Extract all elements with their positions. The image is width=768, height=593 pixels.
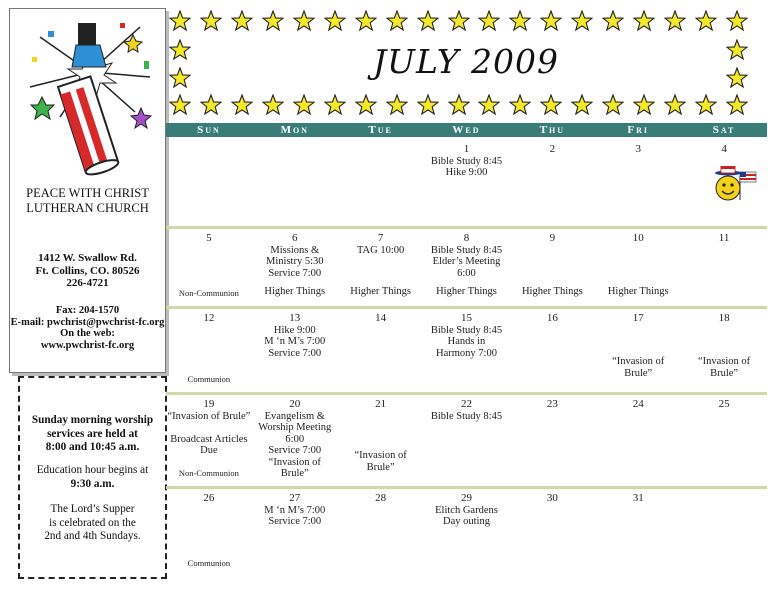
- week-divider: [166, 392, 767, 395]
- star-icon: [200, 10, 222, 32]
- day-number: 15: [460, 312, 472, 324]
- calendar-day-cell: [509, 399, 595, 411]
- email-address: E-mail: pwchrist@pwchrist-fc.org: [10, 316, 165, 328]
- star-icon: [509, 10, 531, 32]
- event-line: TAG 10:00: [356, 244, 405, 256]
- weekday-label: SUN: [197, 124, 221, 136]
- star-icon: [602, 10, 624, 32]
- calendar-day-cell: [424, 493, 510, 528]
- worship-line: 8:00 and 10:45 a.m.: [45, 441, 140, 454]
- star-icon: [355, 10, 377, 32]
- calendar-day-cell: [595, 144, 681, 156]
- cell-footer-note: Communion: [187, 374, 231, 384]
- calendar-day-cell: [681, 233, 767, 245]
- calendar-header: [166, 8, 766, 118]
- day-number: 14: [375, 312, 387, 324]
- star-icon: [695, 94, 717, 116]
- event-line: “Invasion of: [268, 456, 321, 468]
- event-line: Broadcast Articles: [170, 433, 248, 445]
- event-line: Service 7:00: [268, 516, 322, 527]
- weekday-label: THU: [539, 124, 566, 136]
- star-icon: [200, 94, 222, 116]
- calendar-day-cell: [166, 399, 252, 457]
- day-number: 21: [375, 398, 387, 410]
- star-icon: [478, 10, 500, 32]
- calendar-day-cell: [338, 233, 424, 256]
- worship-line: services are held at: [47, 427, 138, 440]
- star-icon: [324, 94, 346, 116]
- star-icon: [293, 94, 315, 116]
- star-icon: [664, 10, 686, 32]
- church-name: [10, 186, 165, 216]
- calendar-day-cell: [681, 144, 767, 156]
- day-number: 29: [460, 492, 472, 504]
- event-line: 6:00: [285, 433, 305, 445]
- cell-footer-note: Higher Things: [264, 286, 326, 297]
- star-icon: [355, 94, 377, 116]
- fax-number: Fax: 204-1570: [55, 305, 120, 316]
- cell-footer-note: Higher Things: [607, 286, 669, 297]
- star-icon: [324, 10, 346, 32]
- day-number: 23: [546, 398, 558, 410]
- star-icon: [293, 10, 315, 32]
- cell-footer-note: “Invasion of Brule”: [612, 356, 665, 379]
- day-number: 12: [203, 312, 215, 324]
- calendar-day-cell: [338, 399, 424, 411]
- calendar-day-cell: [595, 399, 681, 411]
- church-contact: [10, 305, 165, 351]
- day-number: 7: [377, 232, 384, 244]
- event-line: Ministry 5:30: [266, 256, 324, 267]
- week-divider: [166, 226, 767, 229]
- event-line: Bible Study 8:45: [430, 324, 503, 336]
- star-icon: [448, 94, 470, 116]
- cell-footer-note: Non-Communion: [178, 288, 239, 298]
- calendar-day-cell: [424, 313, 510, 359]
- day-number: 20: [289, 398, 301, 410]
- day-number: 1: [463, 143, 470, 155]
- page-title: JULY 2009: [372, 42, 560, 81]
- event-line: Bible Study 8:45: [430, 410, 503, 422]
- day-number: 22: [460, 398, 472, 410]
- web-address: www.pwchrist-fc.org: [40, 339, 135, 351]
- day-number: 6: [292, 232, 298, 244]
- event-line: Elitch Gardens: [435, 504, 498, 516]
- star-icon: [726, 10, 748, 32]
- day-number: 31: [632, 492, 644, 504]
- star-icon: [571, 94, 593, 116]
- day-number: 24: [632, 398, 644, 410]
- event-line: Bible Study 8:45: [430, 244, 503, 256]
- church-name-line1: PEACE WITH CHRIST: [26, 186, 149, 200]
- calendar-day-cell: [166, 233, 252, 245]
- day-number: 19: [203, 398, 215, 410]
- event-line: Brule”: [280, 468, 309, 479]
- event-line: Hands in: [447, 336, 486, 347]
- star-icon: [571, 10, 593, 32]
- calendar-day-cell: [338, 313, 424, 325]
- cell-footer-note: Communion: [187, 558, 231, 568]
- event-line: M ‘n M’s 7:00: [264, 504, 326, 516]
- star-icon: [540, 10, 562, 32]
- star-icon: [448, 10, 470, 32]
- star-icon: [509, 94, 531, 116]
- star-icon: [169, 10, 191, 32]
- cell-footer-note: Higher Things: [521, 286, 583, 297]
- web-label: On the web:: [60, 328, 115, 339]
- event-line: Missions &: [270, 244, 320, 256]
- star-icon: [169, 94, 191, 116]
- day-number: 17: [632, 312, 644, 324]
- week-divider: [166, 486, 767, 489]
- education-line: Education hour begins at: [36, 464, 149, 476]
- phone-number: 226-4721: [66, 277, 109, 289]
- day-number: 10: [632, 232, 644, 244]
- calendar-day-cell: [252, 493, 338, 528]
- event-line: Service 7:00: [268, 445, 322, 456]
- calendar-day-cell: [252, 233, 338, 279]
- event-line: Due: [200, 445, 218, 456]
- supper-line: is celebrated on the: [49, 516, 136, 529]
- address-street: 1412 W. Swallow Rd.: [38, 252, 137, 264]
- day-number: 25: [718, 398, 730, 410]
- worship-info: [20, 414, 165, 455]
- star-icon: [417, 94, 439, 116]
- calendar-day-cell: [681, 313, 767, 325]
- event-line: Evangelism &: [264, 410, 325, 422]
- calendar-day-cell: [424, 233, 510, 279]
- address-city: Ft. Collins, CO. 80526: [35, 264, 140, 277]
- day-number: 3: [635, 143, 641, 155]
- event-line: Elder’s Meeting: [432, 256, 501, 267]
- event-line: “Invasion of Brule”: [167, 410, 251, 422]
- week-divider: [166, 306, 767, 309]
- star-icon: [726, 94, 748, 116]
- event-line: Service 7:00: [268, 267, 322, 279]
- weekday-label: TUE: [368, 124, 393, 136]
- calendar-day-cell: [166, 313, 252, 325]
- cell-footer-note: “Invasion of Brule”: [697, 356, 751, 379]
- event-line: Bible Study 8:45: [430, 155, 503, 167]
- day-number: 30: [546, 492, 558, 504]
- day-number: 13: [289, 312, 301, 324]
- event-line: Service 7:00: [268, 347, 322, 359]
- star-icon: [386, 10, 408, 32]
- star-icon: [633, 94, 655, 116]
- calendar-day-cell: [595, 233, 681, 245]
- star-icon: [231, 10, 253, 32]
- star-icon: [417, 10, 439, 32]
- supper-line: 2nd and 4th Sundays.: [44, 530, 141, 543]
- event-line: [166, 422, 252, 434]
- star-icon: [478, 94, 500, 116]
- weekday-label: MON: [280, 124, 309, 136]
- calendar-day-cell: [252, 313, 338, 359]
- education-line: 9:30 a.m.: [70, 477, 115, 490]
- calendar-day-cell: [681, 399, 767, 411]
- calendar-day-cell: [509, 313, 595, 325]
- star-icon: [695, 10, 717, 32]
- service-info-box: [18, 376, 167, 579]
- firecracker-icon: [20, 17, 160, 182]
- star-icon: [262, 10, 284, 32]
- church-address: [10, 252, 165, 290]
- star-icon: [262, 94, 284, 116]
- day-number: 5: [206, 232, 212, 244]
- day-number: 28: [375, 492, 387, 504]
- calendar-day-cell: [252, 399, 338, 480]
- event-line: Hike 9:00: [445, 167, 488, 178]
- star-icon: [664, 94, 686, 116]
- star-icon: [231, 94, 253, 116]
- event-line: Day outing: [443, 516, 490, 527]
- calendar-day-cell: [509, 493, 595, 505]
- day-number: 2: [549, 143, 556, 155]
- weekday-label: FRI: [627, 124, 650, 136]
- calendar-day-cell: [595, 313, 681, 325]
- calendar-day-cell: [424, 144, 510, 179]
- supper-line: The Lord’s Supper: [50, 503, 135, 515]
- cell-footer-note: Non-Communion: [178, 468, 239, 478]
- event-line: Worship Meeting: [258, 422, 332, 433]
- weekday-header: [166, 123, 767, 137]
- day-number: 11: [718, 232, 730, 244]
- day-number: 18: [718, 312, 730, 324]
- star-icon: [633, 10, 655, 32]
- church-name-line2: LUTHERAN CHURCH: [26, 201, 149, 215]
- calendar-day-cell: [338, 493, 424, 505]
- weekday-label: WED: [452, 124, 481, 136]
- star-icon: [540, 94, 562, 116]
- lords-supper-info: [20, 503, 165, 544]
- day-number: 26: [203, 492, 215, 504]
- worship-line: Sunday morning worship: [31, 414, 154, 426]
- calendar-day-cell: [424, 399, 510, 422]
- day-number: 9: [549, 232, 556, 244]
- day-number: 16: [546, 312, 558, 324]
- cell-footer-note: Higher Things: [436, 286, 497, 297]
- event-line: 6:00: [457, 267, 476, 279]
- day-number: 4: [721, 143, 727, 155]
- weekday-label: SAT: [712, 124, 736, 136]
- cell-footer-note: Higher Things: [350, 286, 411, 297]
- calendar-day-cell: [509, 233, 595, 245]
- cell-footer-note: “Invasion of Brule”: [354, 450, 407, 473]
- day-number: 27: [289, 492, 301, 504]
- star-icon: [386, 94, 408, 116]
- event-line: Harmony 7:00: [436, 347, 497, 359]
- calendar-day-cell: [166, 493, 252, 505]
- uncle-sam-smiley-icon: [709, 166, 761, 206]
- star-icon: [602, 94, 624, 116]
- event-line: M ‘n M’s 7:00: [264, 336, 326, 347]
- education-info: [20, 464, 165, 491]
- church-info-panel: [9, 8, 166, 373]
- calendar-day-cell: [595, 493, 681, 505]
- calendar-day-cell: [509, 144, 595, 156]
- day-number: 8: [463, 232, 470, 244]
- event-line: Hike 9:00: [273, 324, 316, 336]
